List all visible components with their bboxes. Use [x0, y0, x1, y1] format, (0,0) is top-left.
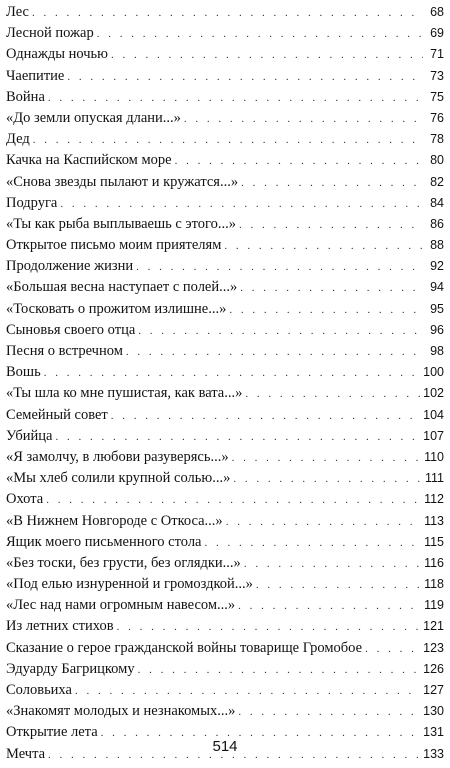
- toc-entry-title: «Мы хлеб солили крупной солью...»: [6, 470, 231, 487]
- dot-leader: [44, 363, 420, 384]
- dot-leader: [229, 300, 423, 321]
- dot-leader: [33, 130, 423, 151]
- toc-entry-page: 121: [423, 619, 444, 634]
- toc-entry-page: 102: [423, 386, 444, 401]
- toc-entry-page: 100: [423, 365, 444, 380]
- toc-entry-title: «Без тоски, без грусти, без оглядки...»: [6, 554, 241, 571]
- toc-entry-title: Чаепитие: [6, 67, 65, 84]
- toc-entry-page: 126: [423, 661, 444, 676]
- dot-leader: [239, 215, 423, 236]
- toc-entry-page: 76: [430, 110, 444, 125]
- toc-entry-title: Соловьиха: [6, 682, 72, 698]
- toc-entry-title: «Ты как рыба выплываешь с этого...»: [6, 215, 237, 232]
- toc-entry-page: 80: [430, 153, 444, 168]
- dot-leader: [136, 257, 423, 278]
- toc-entry-title: «Лес над нами огромным навесом...»: [6, 597, 236, 614]
- dot-leader: [175, 151, 423, 172]
- toc-entry-page: 95: [430, 301, 444, 316]
- toc-entry-title: Ящик моего письменного стола: [6, 533, 202, 550]
- toc-entry-page: 104: [423, 407, 444, 422]
- dot-leader: [46, 490, 421, 511]
- toc-entry-title: Эдуарду Багрицкому: [6, 660, 135, 677]
- dot-leader: [48, 88, 423, 109]
- toc-entry-page: 69: [430, 26, 444, 41]
- toc-entry-title: «Большая весна наступает с полей...»: [6, 279, 238, 296]
- toc-entry-title: Лес: [6, 4, 29, 20]
- toc-entry-page: 84: [430, 195, 444, 210]
- dot-leader: [365, 639, 420, 660]
- dot-leader: [75, 681, 420, 702]
- toc-entry-page: 116: [424, 555, 444, 570]
- dot-leader: [238, 702, 420, 723]
- toc-entry: [6, 214, 444, 235]
- toc-entry: [6, 299, 444, 320]
- toc-entry: [6, 595, 444, 616]
- dot-leader: [117, 617, 421, 638]
- toc-entry-title: Однажды ночью: [6, 46, 108, 63]
- toc-entry: [6, 23, 444, 44]
- toc-entry: [6, 277, 444, 298]
- toc-entry-page: 75: [430, 89, 444, 104]
- toc-entry: [6, 66, 444, 87]
- toc-entry-page: 98: [430, 344, 444, 358]
- toc-entry-title: Качка на Каспийском море: [6, 152, 172, 169]
- toc-entry: [6, 405, 444, 426]
- toc-entry-title: Мечта: [6, 745, 46, 762]
- toc-entry-title: Вошь: [6, 364, 41, 381]
- toc-entry-page: 123: [423, 640, 444, 655]
- toc-entry: [6, 383, 444, 404]
- toc-entry-title: Дед: [6, 131, 30, 148]
- toc-entry-page: 133: [423, 746, 444, 761]
- toc-entry-page: 82: [430, 174, 444, 189]
- toc-entry-title: Подруга: [6, 194, 58, 211]
- dot-leader: [224, 236, 423, 257]
- dot-leader: [111, 45, 423, 66]
- toc-entry: [6, 489, 444, 510]
- toc-entry-title: Лесной пожар: [6, 25, 94, 42]
- toc-entry-title: «В Нижнем Новгороде с Откоса...»: [6, 512, 223, 529]
- toc-entry: [6, 193, 444, 214]
- toc-entry-page: 88: [430, 238, 444, 253]
- toc-entry: [6, 532, 444, 553]
- page-number: 514: [212, 738, 238, 755]
- toc-entry-title: Война: [6, 88, 45, 105]
- toc-entry: [6, 87, 444, 108]
- toc-entry: [6, 701, 444, 722]
- toc-entry-page: 94: [430, 280, 444, 295]
- toc-entry-page: 127: [423, 683, 444, 697]
- dot-leader: [226, 512, 421, 533]
- dot-leader: [232, 448, 421, 469]
- toc-entry-page: 96: [430, 322, 444, 337]
- dot-leader: [245, 384, 420, 405]
- toc-entry: [6, 553, 444, 574]
- toc-entry-page: 92: [430, 259, 444, 274]
- dot-leader: [205, 533, 422, 554]
- dot-leader: [67, 67, 423, 88]
- dot-leader: [97, 24, 423, 45]
- toc-entry-title: «Снова звезды пылают и кружатся...»: [6, 173, 239, 190]
- table-of-contents: [6, 2, 444, 765]
- toc-entry-title: Убийца: [6, 427, 53, 444]
- dot-leader: [244, 554, 421, 575]
- dot-leader: [240, 278, 423, 299]
- toc-entry-title: Из летних стихов: [6, 618, 114, 635]
- toc-entry-title: «Знакомят молодых и незнакомых...»: [6, 703, 236, 720]
- toc-entry: [6, 235, 444, 256]
- toc-entry-page: 78: [430, 132, 444, 147]
- toc-entry-page: 68: [430, 5, 444, 19]
- toc-entry: [6, 256, 444, 277]
- toc-entry-title: «Ты шла ко мне пушистая, как вата...»: [6, 385, 243, 402]
- dot-leader: [238, 596, 421, 617]
- toc-entry-page: 130: [423, 704, 444, 719]
- toc-entry-title: Открытие лета: [6, 724, 98, 741]
- toc-entry: [6, 172, 444, 193]
- toc-entry-title: Сказание о герое гражданской войны товарище Громобое: [6, 639, 363, 656]
- toc-entry: [6, 108, 444, 129]
- toc-entry-page: 71: [430, 47, 444, 62]
- toc-entry: [6, 320, 444, 341]
- toc-entry-title: Охота: [6, 491, 44, 508]
- dot-leader: [256, 575, 421, 596]
- toc-entry-title: «Тосковать о прожитом излишне...»: [6, 300, 227, 317]
- toc-entry: [6, 638, 444, 659]
- dot-leader: [233, 469, 422, 490]
- dot-leader: [184, 109, 423, 130]
- toc-entry: [6, 468, 444, 489]
- toc-entry: [6, 2, 444, 23]
- toc-entry: [6, 129, 444, 150]
- dot-leader: [138, 321, 423, 342]
- toc-entry-title: Семейный совет: [6, 406, 108, 423]
- toc-entry-title: «Я замолчу, в любови разуверясь...»: [6, 448, 229, 465]
- dot-leader: [111, 406, 420, 427]
- toc-entry: [6, 574, 444, 595]
- toc-entry: [6, 426, 444, 447]
- dot-leader: [55, 427, 420, 448]
- toc-entry-page: 111: [424, 471, 444, 486]
- toc-entry-page: 112: [424, 492, 444, 507]
- toc-entry: [6, 511, 444, 532]
- toc-entry-page: 107: [423, 428, 444, 443]
- dot-leader: [138, 660, 421, 681]
- toc-entry: [6, 44, 444, 65]
- toc-entry-page: 131: [423, 725, 444, 740]
- toc-entry-title: Песня о встречном: [6, 343, 123, 359]
- toc-entry-title: «Под елью изнуренной и громоздкой...»: [6, 576, 253, 593]
- toc-entry: [6, 616, 444, 637]
- toc-entry-title: Сыновья своего отца: [6, 321, 136, 338]
- toc-entry-page: 86: [430, 216, 444, 231]
- toc-entry-title: Открытое письмо моим приятелям: [6, 237, 222, 254]
- toc-entry-title: «До земли опуская длани...»: [6, 109, 181, 126]
- toc-entry: [6, 680, 444, 701]
- dot-leader: [126, 342, 423, 363]
- toc-entry: [6, 150, 444, 171]
- toc-entry: [6, 341, 444, 362]
- toc-entry-page: 118: [424, 577, 444, 592]
- toc-entry-page: 113: [424, 513, 444, 528]
- toc-entry-title: Продолжение жизни: [6, 258, 134, 275]
- toc-entry: [6, 447, 444, 468]
- toc-entry: [6, 362, 444, 383]
- dot-leader: [60, 194, 423, 215]
- toc-entry-page: 110: [424, 449, 444, 464]
- toc-entry-page: 73: [430, 68, 444, 83]
- dot-leader: [32, 3, 423, 24]
- toc-entry-page: 115: [424, 534, 444, 549]
- toc-entry: [6, 659, 444, 680]
- toc-entry-page: 119: [424, 598, 444, 613]
- dot-leader: [241, 173, 423, 194]
